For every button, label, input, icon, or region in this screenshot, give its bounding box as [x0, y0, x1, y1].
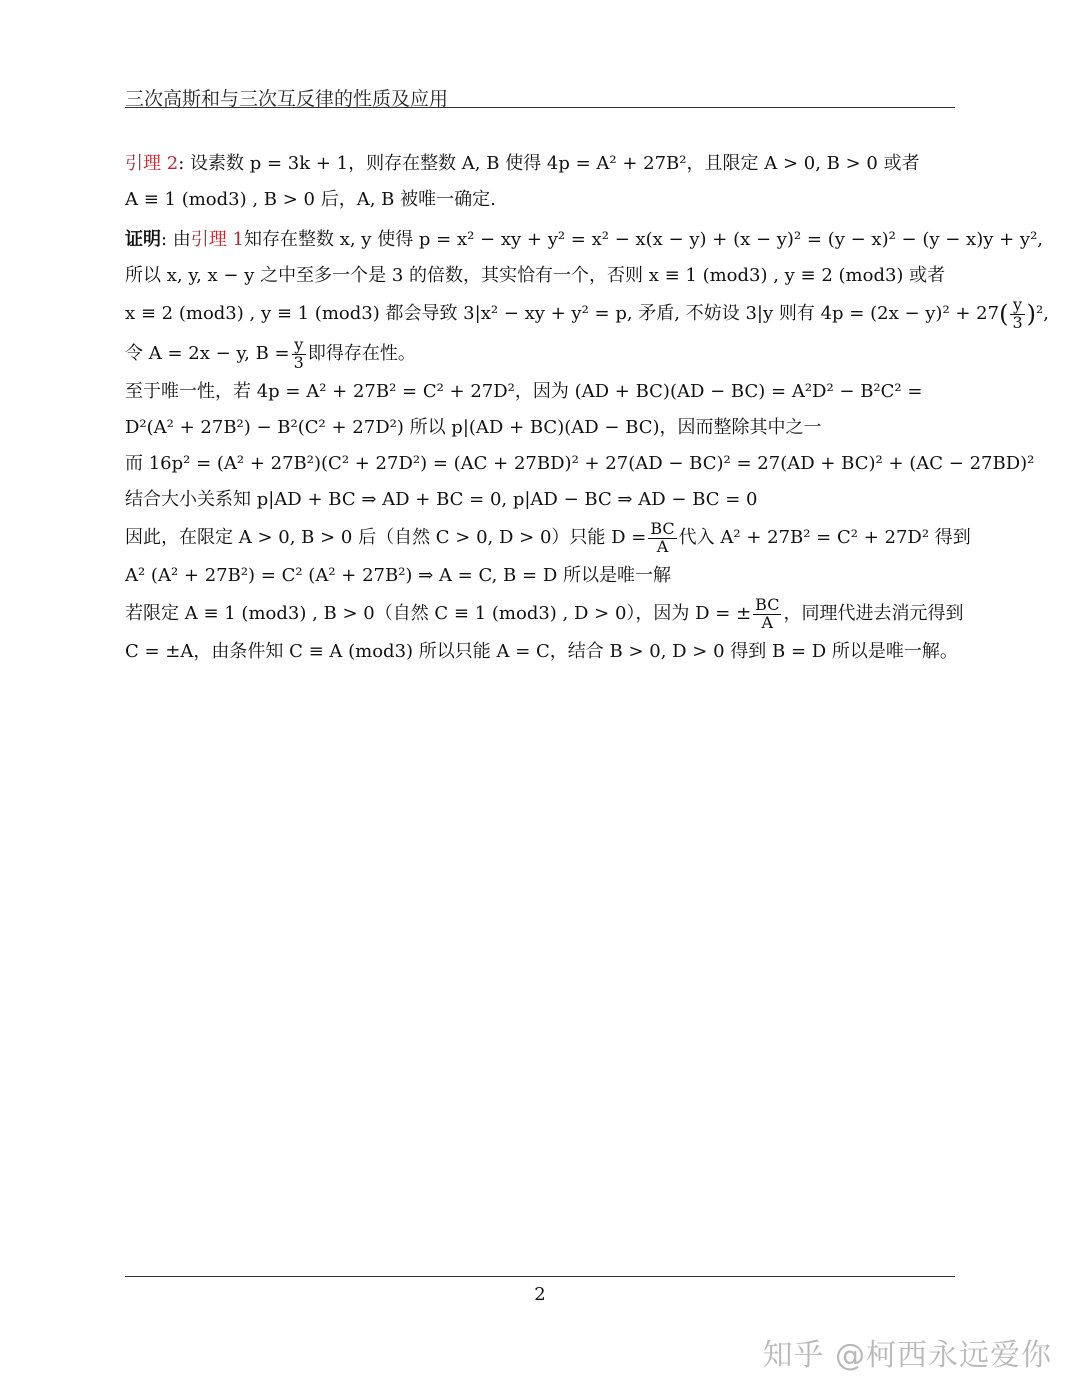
proof-line-6: D²(A² + 27B²) − B²(C² + 27D²) 所以 p|(AD + BC)(AD − BC)，因而整除其中之一: [125, 417, 822, 438]
proof-line-5: 至于唯一性，若 4p = A² + 27B² = C² + 27D²，因为 (AD + BC)(AD − BC) = A²D² − B²C² =: [125, 381, 923, 402]
proof-line-4: [125, 334, 955, 374]
proof-line-9: [125, 518, 971, 558]
proof-text: : 由: [161, 229, 191, 250]
denominator: A: [761, 612, 774, 632]
proof-line-1: [125, 222, 1044, 258]
fraction-y-over-3: [1010, 294, 1024, 332]
numerator: y: [292, 337, 306, 355]
proof-line-3: [125, 294, 1049, 334]
proof-text: 知存在整数 x, y 使得 p = x² − xy + y² = x² − x(x − y) + (x − y)² = (y − x)² − (y − x)y + y²,: [243, 229, 1044, 250]
lemma-1-reference-link[interactable]: 引理 1: [190, 229, 244, 250]
header-rule: [125, 107, 955, 108]
proof-line-7: 而 16p² = (A² + 27B²)(C² + 27D²) = (AC + 27BD)² + 27(AD − BC)² = 27(AD + BC)² + (AC − 27BD)²: [125, 453, 1035, 474]
denominator: 3: [293, 352, 304, 372]
denominator: A: [656, 536, 669, 556]
numerator: y: [1010, 297, 1024, 315]
fraction-y-over-3: [292, 334, 306, 372]
numerator: BC: [755, 594, 780, 614]
lemma-line-2: A ≡ 1 (mod3) , B > 0 后，A, B 被唯一确定.: [125, 189, 496, 210]
footer-rule: [125, 1276, 955, 1277]
fraction-bc-over-a: [753, 594, 781, 632]
paren: ): [1026, 300, 1037, 328]
proof-text: 令 A = 2x − y, B =: [125, 343, 290, 364]
proof-line-10: A² (A² + 27B²) = C² (A² + 27B²) ⇒ A = C, B = D 所以是唯一解: [125, 565, 671, 586]
proof-label: 证明: [125, 229, 161, 250]
denominator: 3: [1012, 312, 1023, 332]
proof-text: 代入 A² + 27B² = C² + 27D² 得到: [678, 527, 971, 548]
proof-text: ²,: [1036, 303, 1049, 324]
page-number: 2: [534, 1284, 546, 1305]
proof-line-2: 所以 x, y, x − y 之中至多一个是 3 的倍数，其实恰有一个，否则 x ≡ 1 (mod3) , y ≡ 2 (mod3) 或者: [125, 265, 946, 286]
proof-text: ，同理代进去消元得到: [783, 603, 964, 624]
lemma-line-1: [125, 146, 955, 182]
paren: (: [999, 300, 1009, 328]
proof-line-11: [125, 594, 964, 634]
lemma-statement: : 设素数 p = 3k + 1，则存在整数 A, B 使得 4p = A² + 27B²，且限定 A > 0, B > 0 或者: [178, 153, 920, 174]
proof-text: 因此，在限定 A > 0, B > 0 后（自然 C > 0, D > 0）只能 D =: [125, 527, 647, 548]
fraction-bc-over-a: [648, 518, 676, 556]
proof-text: 即得存在性。: [307, 343, 416, 364]
proof-line-12: C = ±A，由条件知 C ≡ A (mod3) 所以只能 A = C，结合 B > 0, D > 0 得到 B = D 所以是唯一解。: [125, 641, 958, 662]
watermark: 知乎 @柯西永远爱你: [762, 1338, 1052, 1373]
lemma-label: 引理 2: [125, 153, 179, 174]
proof-text: x ≡ 2 (mod3) , y ≡ 1 (mod3) 都会导致 3|x² − xy + y² = p, 矛盾, 不妨设 3|y 则有 4p = (2x − y)² + 27: [125, 303, 1000, 324]
proof-text: 若限定 A ≡ 1 (mod3) , B > 0（自然 C ≡ 1 (mod3) , D > 0），因为 D = ±: [125, 603, 752, 624]
page-body: [125, 146, 1049, 670]
numerator: BC: [650, 518, 675, 538]
proof-line-8: 结合大小关系知 p|AD + BC ⇒ AD + BC = 0, p|AD − BC ⇒ AD − BC = 0: [125, 489, 758, 510]
running-header: 三次高斯和与三次互反律的性质及应用: [125, 88, 449, 110]
